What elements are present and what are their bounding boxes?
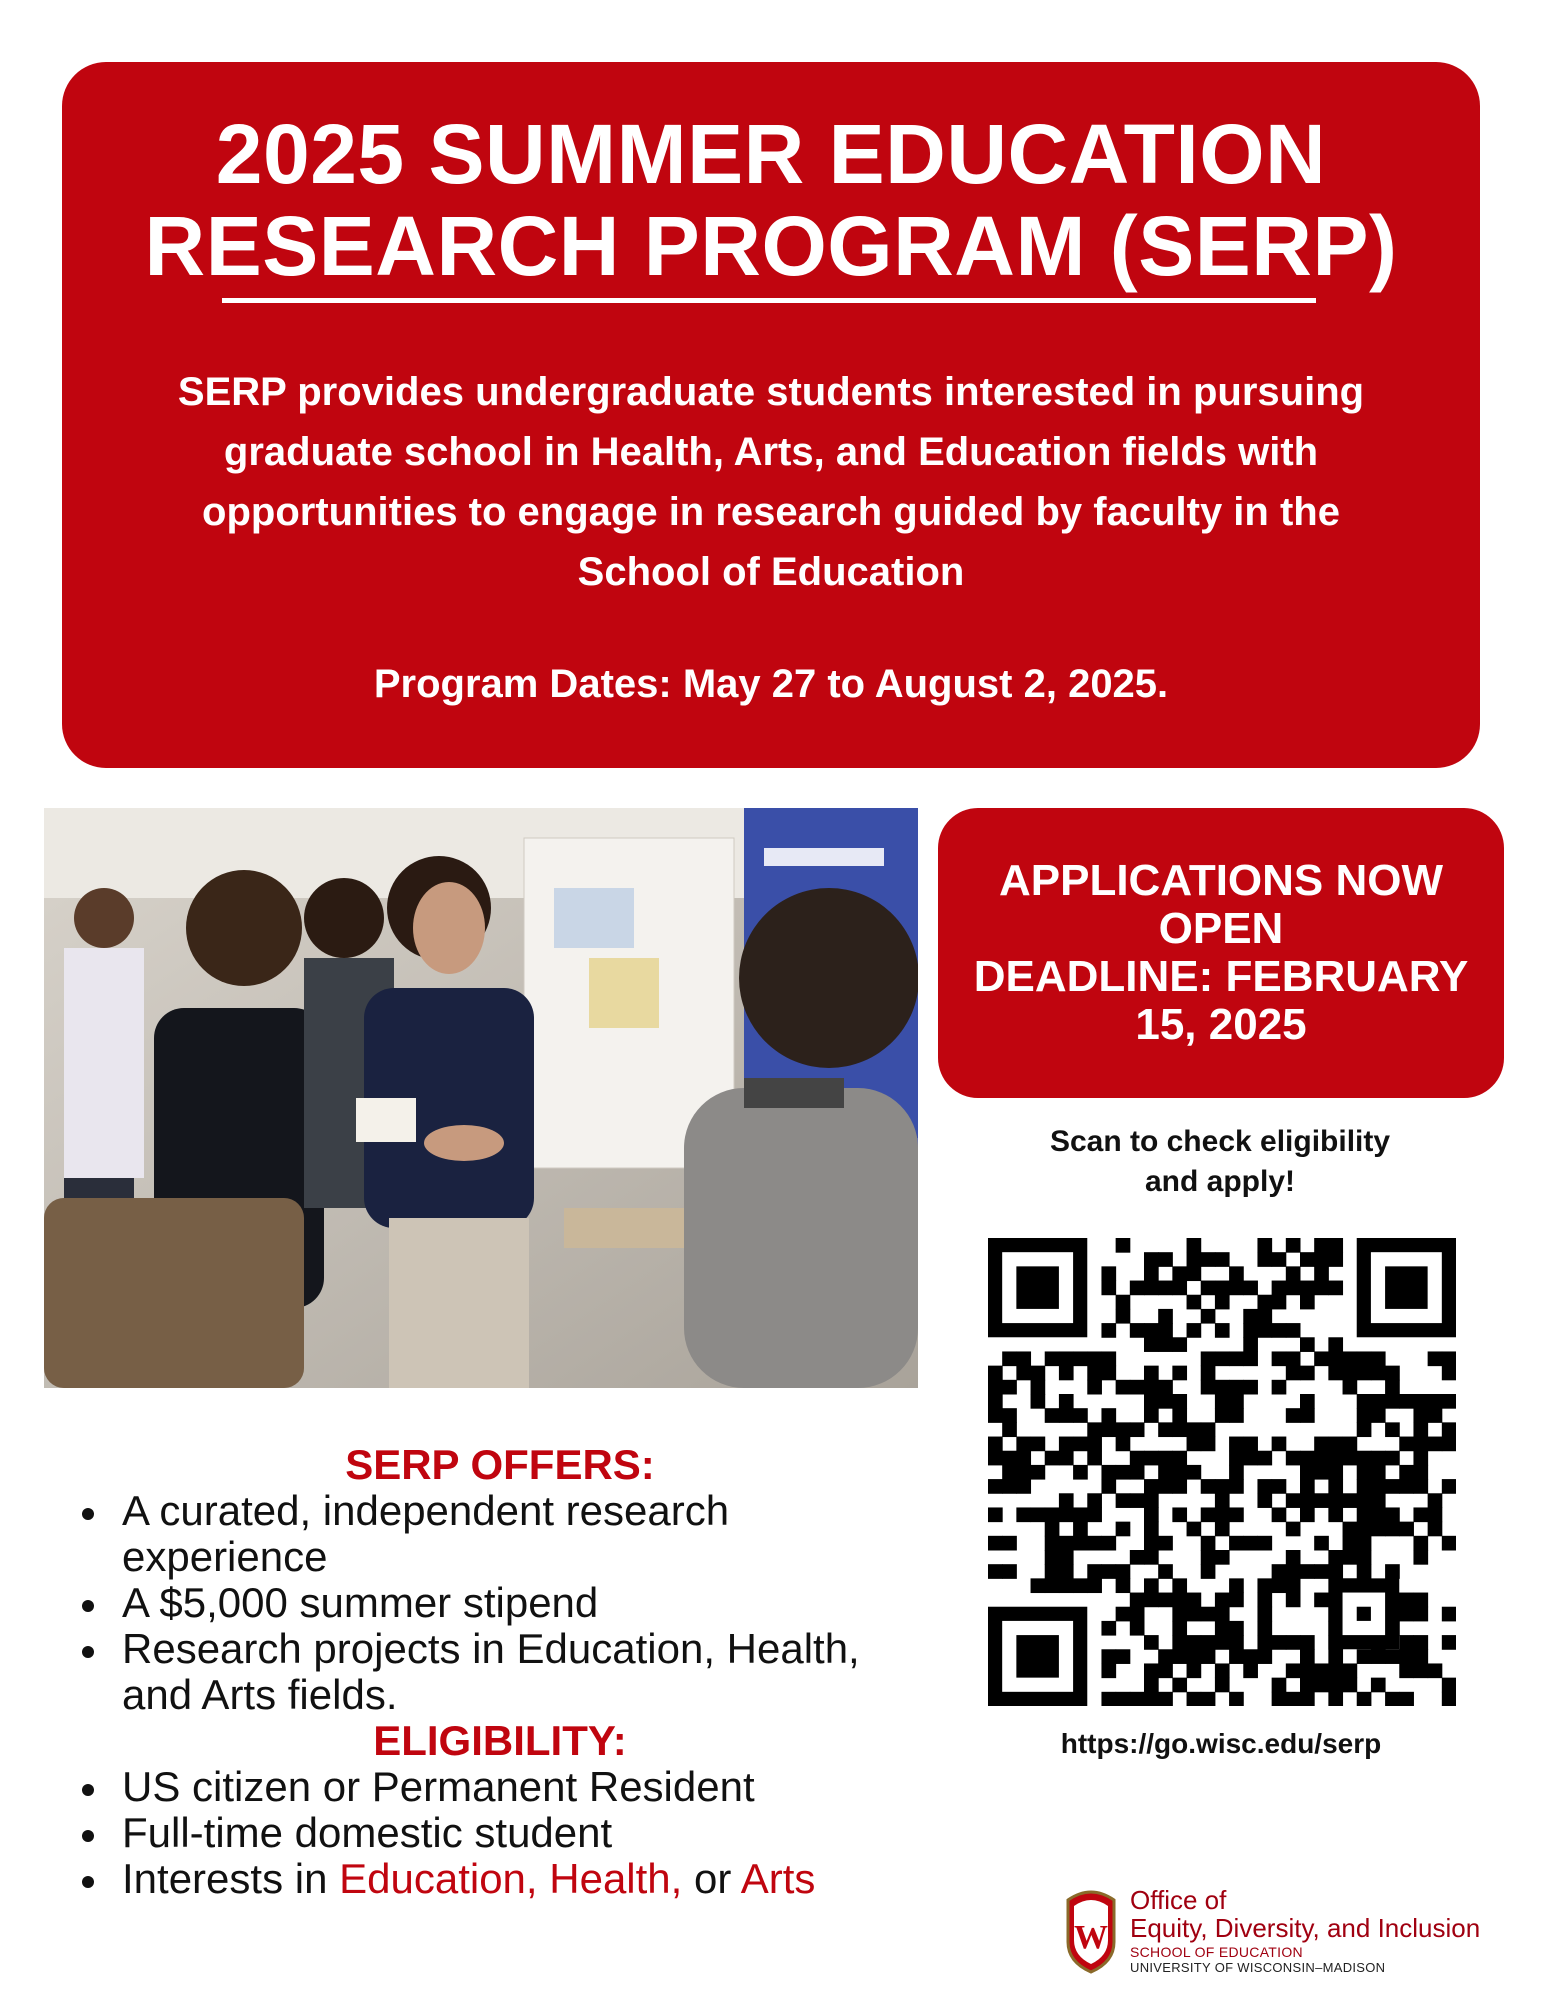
offers-list <box>70 1488 930 1718</box>
deadline-text <box>974 857 1469 1049</box>
description-line-2: graduate school in Health, Arts, and Education fields with <box>223 430 1319 474</box>
list-item: A curated, independent research experience <box>70 1488 930 1580</box>
logo-line-4: UNIVERSITY OF WISCONSIN–MADISON <box>1130 1960 1386 1975</box>
offers-heading <box>0 1442 930 1488</box>
program-description <box>102 362 1440 602</box>
applications-open-banner <box>938 808 1504 1098</box>
description-line-1: SERP provides undergraduate students interested in pursuing <box>177 370 1365 414</box>
interests-fields: Education, Health, <box>339 1855 683 1902</box>
list-item-interests <box>70 1856 930 1902</box>
offers-section <box>70 1442 930 1902</box>
page-title <box>62 108 1480 292</box>
apply-line-1: APPLICATIONS NOW <box>998 856 1444 905</box>
apply-line-2: OPEN <box>1158 904 1284 953</box>
title-line-2: RESEARCH PROGRAM (SERP) <box>144 199 1398 293</box>
description-line-4: School of Education <box>577 550 965 594</box>
apply-url[interactable]: https://go.wisc.edu/serp <box>1060 1728 1382 1759</box>
qr-code-icon[interactable] <box>988 1238 1456 1706</box>
eligibility-heading-text: ELIGIBILITY: <box>373 1717 627 1764</box>
seal-letter: W <box>1074 1919 1108 1956</box>
title-line-1: 2025 SUMMER EDUCATION <box>215 107 1327 201</box>
scan-line-1: Scan to check eligibility <box>1049 1125 1391 1158</box>
apply-line-3: DEADLINE: FEBRUARY <box>973 952 1469 1001</box>
description-line-3: opportunities to engage in research guided by faculty in the <box>202 490 1340 534</box>
logo-line-1: Office of <box>1130 1885 1227 1915</box>
program-dates: Program Dates: May 27 to August 2, 2025. <box>373 662 1169 706</box>
scan-instruction <box>1000 1122 1440 1202</box>
logo-line-2: Equity, Diversity, and Inclusion <box>1130 1913 1481 1943</box>
scan-line-2: and apply! <box>1144 1165 1295 1198</box>
eligibility-list <box>70 1764 930 1902</box>
list-item: Research projects in Education, Health, and Arts fields. <box>70 1626 930 1718</box>
apply-line-4: 15, 2025 <box>1135 1000 1307 1049</box>
header-banner <box>62 62 1480 768</box>
offers-heading-text: SERP OFFERS: <box>345 1441 655 1488</box>
event-photo <box>44 808 918 1388</box>
list-item: A $5,000 summer stipend <box>70 1580 930 1626</box>
interests-arts: Arts <box>740 1855 816 1902</box>
title-underline <box>222 298 1316 303</box>
poster-session-photo <box>44 808 918 1388</box>
list-item: Full-time domestic student <box>70 1810 930 1856</box>
interests-or: or <box>682 1855 741 1902</box>
interests-prefix: Interests in <box>122 1855 340 1902</box>
eligibility-heading <box>0 1718 930 1764</box>
university-seal-icon <box>1062 1882 1120 1974</box>
office-logo <box>1062 1882 1482 1982</box>
logo-line-3: SCHOOL OF EDUCATION <box>1130 1944 1303 1960</box>
list-item: US citizen or Permanent Resident <box>70 1764 930 1810</box>
